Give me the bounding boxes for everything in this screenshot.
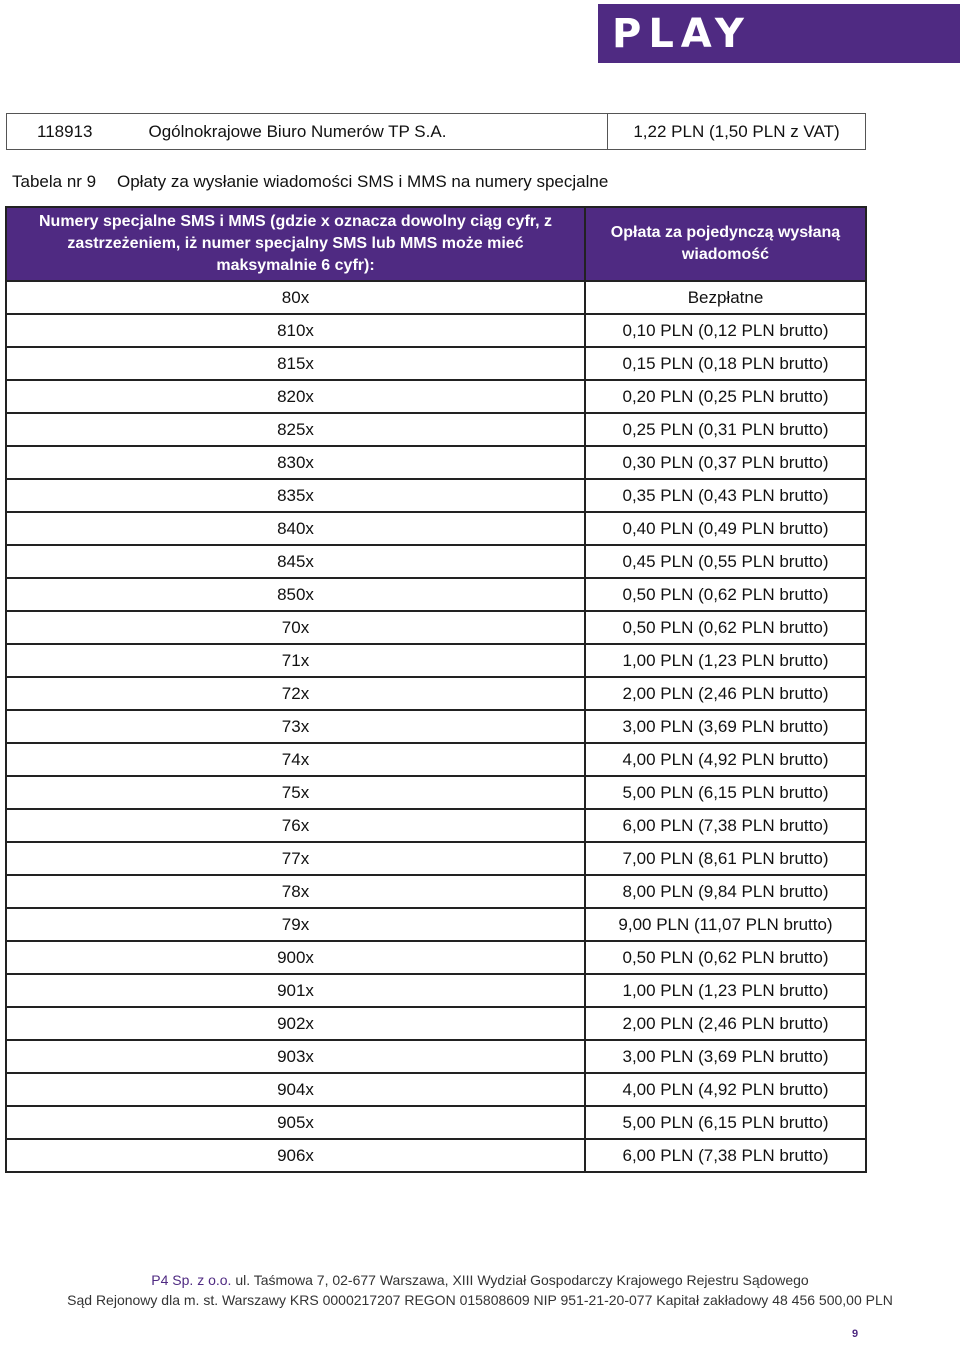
number-cell: 78x (6, 875, 585, 908)
fee-cell: 7,00 PLN (8,61 PLN brutto) (585, 842, 866, 875)
number-cell: 72x (6, 677, 585, 710)
table-row (6, 1007, 866, 1040)
table-row (6, 644, 866, 677)
number-cell: 825x (6, 413, 585, 446)
table-row (6, 1040, 866, 1073)
table-row (6, 479, 866, 512)
table-row (6, 974, 866, 1007)
table-row (6, 677, 866, 710)
fee-cell: 8,00 PLN (9,84 PLN brutto) (585, 875, 866, 908)
table-row (6, 710, 866, 743)
service-name: Ogólnokrajowe Biuro Numerów TP S.A. (148, 121, 447, 141)
footer-address: ul. Taśmowa 7, 02-677 Warszawa, XIII Wydział Gospodarczy Krajowego Rejestru Sądowego (231, 1272, 809, 1288)
number-cell: 75x (6, 776, 585, 809)
number-cell: 810x (6, 314, 585, 347)
number-cell: 900x (6, 941, 585, 974)
service-number: 118913 (37, 121, 93, 141)
table-row (6, 908, 866, 941)
table-caption-text: Opłaty za wysłanie wiadomości SMS i MMS na numery specjalne (117, 172, 609, 191)
table-row (6, 941, 866, 974)
table-caption-label: Tabela nr 9 (12, 172, 97, 191)
number-cell: 76x (6, 809, 585, 842)
table-row (6, 413, 866, 446)
number-cell: 71x (6, 644, 585, 677)
number-cell: 903x (6, 1040, 585, 1073)
fee-cell: 9,00 PLN (11,07 PLN brutto) (585, 908, 866, 941)
fee-cell: 0,25 PLN (0,31 PLN brutto) (585, 413, 866, 446)
fee-cell: 0,15 PLN (0,18 PLN brutto) (585, 347, 866, 380)
number-cell: 845x (6, 545, 585, 578)
table-row (6, 1106, 866, 1139)
footer-line-2: Sąd Rejonowy dla m. st. Warszawy KRS 0000217207 REGON 015808609 NIP 951-21-20-077 Kapitał zakładowy 48 456 500,00 PLN (67, 1292, 893, 1308)
page-number: 9 (852, 1328, 859, 1340)
number-cell: 904x (6, 1073, 585, 1106)
sms-rates-table (5, 206, 867, 1173)
table-row (6, 809, 866, 842)
fee-cell: 1,00 PLN (1,23 PLN brutto) (585, 974, 866, 1007)
header-special-numbers: Numery specjalne SMS i MMS (gdzie x oznacza dowolny ciąg cyfr, z zastrzeżeniem, iż numer specjalny SMS lub MMS może mieć maksymalnie 6 cyfr): (6, 207, 585, 281)
footer-line-1 (0, 1272, 960, 1288)
table-caption (12, 172, 608, 192)
number-cell: 901x (6, 974, 585, 1007)
fee-cell: 5,00 PLN (6,15 PLN brutto) (585, 1106, 866, 1139)
table-row (6, 578, 866, 611)
table-row (6, 380, 866, 413)
play-logo (598, 4, 960, 63)
table-row (6, 446, 866, 479)
fee-cell: 0,50 PLN (0,62 PLN brutto) (585, 941, 866, 974)
footer-company: P4 Sp. z o.o. (151, 1272, 232, 1288)
number-cell: 79x (6, 908, 585, 941)
fee-cell: 4,00 PLN (4,92 PLN brutto) (585, 1073, 866, 1106)
table-row (6, 875, 866, 908)
table-row (6, 1139, 866, 1172)
number-cell: 77x (6, 842, 585, 875)
number-cell: 902x (6, 1007, 585, 1040)
fee-cell: 0,35 PLN (0,43 PLN brutto) (585, 479, 866, 512)
table-row (6, 1073, 866, 1106)
number-info-row (6, 113, 866, 150)
number-cell: 73x (6, 710, 585, 743)
table-row (6, 743, 866, 776)
fee-cell: 5,00 PLN (6,15 PLN brutto) (585, 776, 866, 809)
fee-cell: 0,45 PLN (0,55 PLN brutto) (585, 545, 866, 578)
number-cell: 815x (6, 347, 585, 380)
fee-cell: 0,30 PLN (0,37 PLN brutto) (585, 446, 866, 479)
number-cell: 74x (6, 743, 585, 776)
number-cell: 80x (6, 281, 585, 314)
table-row (6, 512, 866, 545)
service-price: 1,22 PLN (1,50 PLN z VAT) (633, 121, 840, 141)
fee-cell: 2,00 PLN (2,46 PLN brutto) (585, 677, 866, 710)
fee-cell: 3,00 PLN (3,69 PLN brutto) (585, 710, 866, 743)
number-cell: 830x (6, 446, 585, 479)
logo-text: PLAY (612, 10, 751, 57)
table-row (6, 842, 866, 875)
number-cell: 70x (6, 611, 585, 644)
number-cell: 906x (6, 1139, 585, 1172)
number-cell: 835x (6, 479, 585, 512)
table-body (6, 281, 866, 1172)
fee-cell: 0,10 PLN (0,12 PLN brutto) (585, 314, 866, 347)
fee-cell: 0,50 PLN (0,62 PLN brutto) (585, 611, 866, 644)
table-row (6, 347, 866, 380)
fee-cell: 6,00 PLN (7,38 PLN brutto) (585, 809, 866, 842)
table-header-row (6, 207, 866, 281)
fee-cell: Bezpłatne (585, 281, 866, 314)
table-row (6, 776, 866, 809)
table-row (6, 545, 866, 578)
number-cell: 850x (6, 578, 585, 611)
fee-cell: 6,00 PLN (7,38 PLN brutto) (585, 1139, 866, 1172)
fee-cell: 0,20 PLN (0,25 PLN brutto) (585, 380, 866, 413)
number-cell: 905x (6, 1106, 585, 1139)
fee-cell: 4,00 PLN (4,92 PLN brutto) (585, 743, 866, 776)
fee-cell: 0,50 PLN (0,62 PLN brutto) (585, 578, 866, 611)
fee-cell: 2,00 PLN (2,46 PLN brutto) (585, 1007, 866, 1040)
fee-cell: 3,00 PLN (3,69 PLN brutto) (585, 1040, 866, 1073)
number-cell: 840x (6, 512, 585, 545)
header-fee: Opłata za pojedynczą wysłaną wiadomość (585, 207, 866, 281)
fee-cell: 0,40 PLN (0,49 PLN brutto) (585, 512, 866, 545)
table-row (6, 314, 866, 347)
table-row (6, 281, 866, 314)
number-cell: 820x (6, 380, 585, 413)
number-info-left-cell (7, 114, 608, 149)
fee-cell: 1,00 PLN (1,23 PLN brutto) (585, 644, 866, 677)
table-row (6, 611, 866, 644)
service-price-cell (608, 114, 865, 149)
